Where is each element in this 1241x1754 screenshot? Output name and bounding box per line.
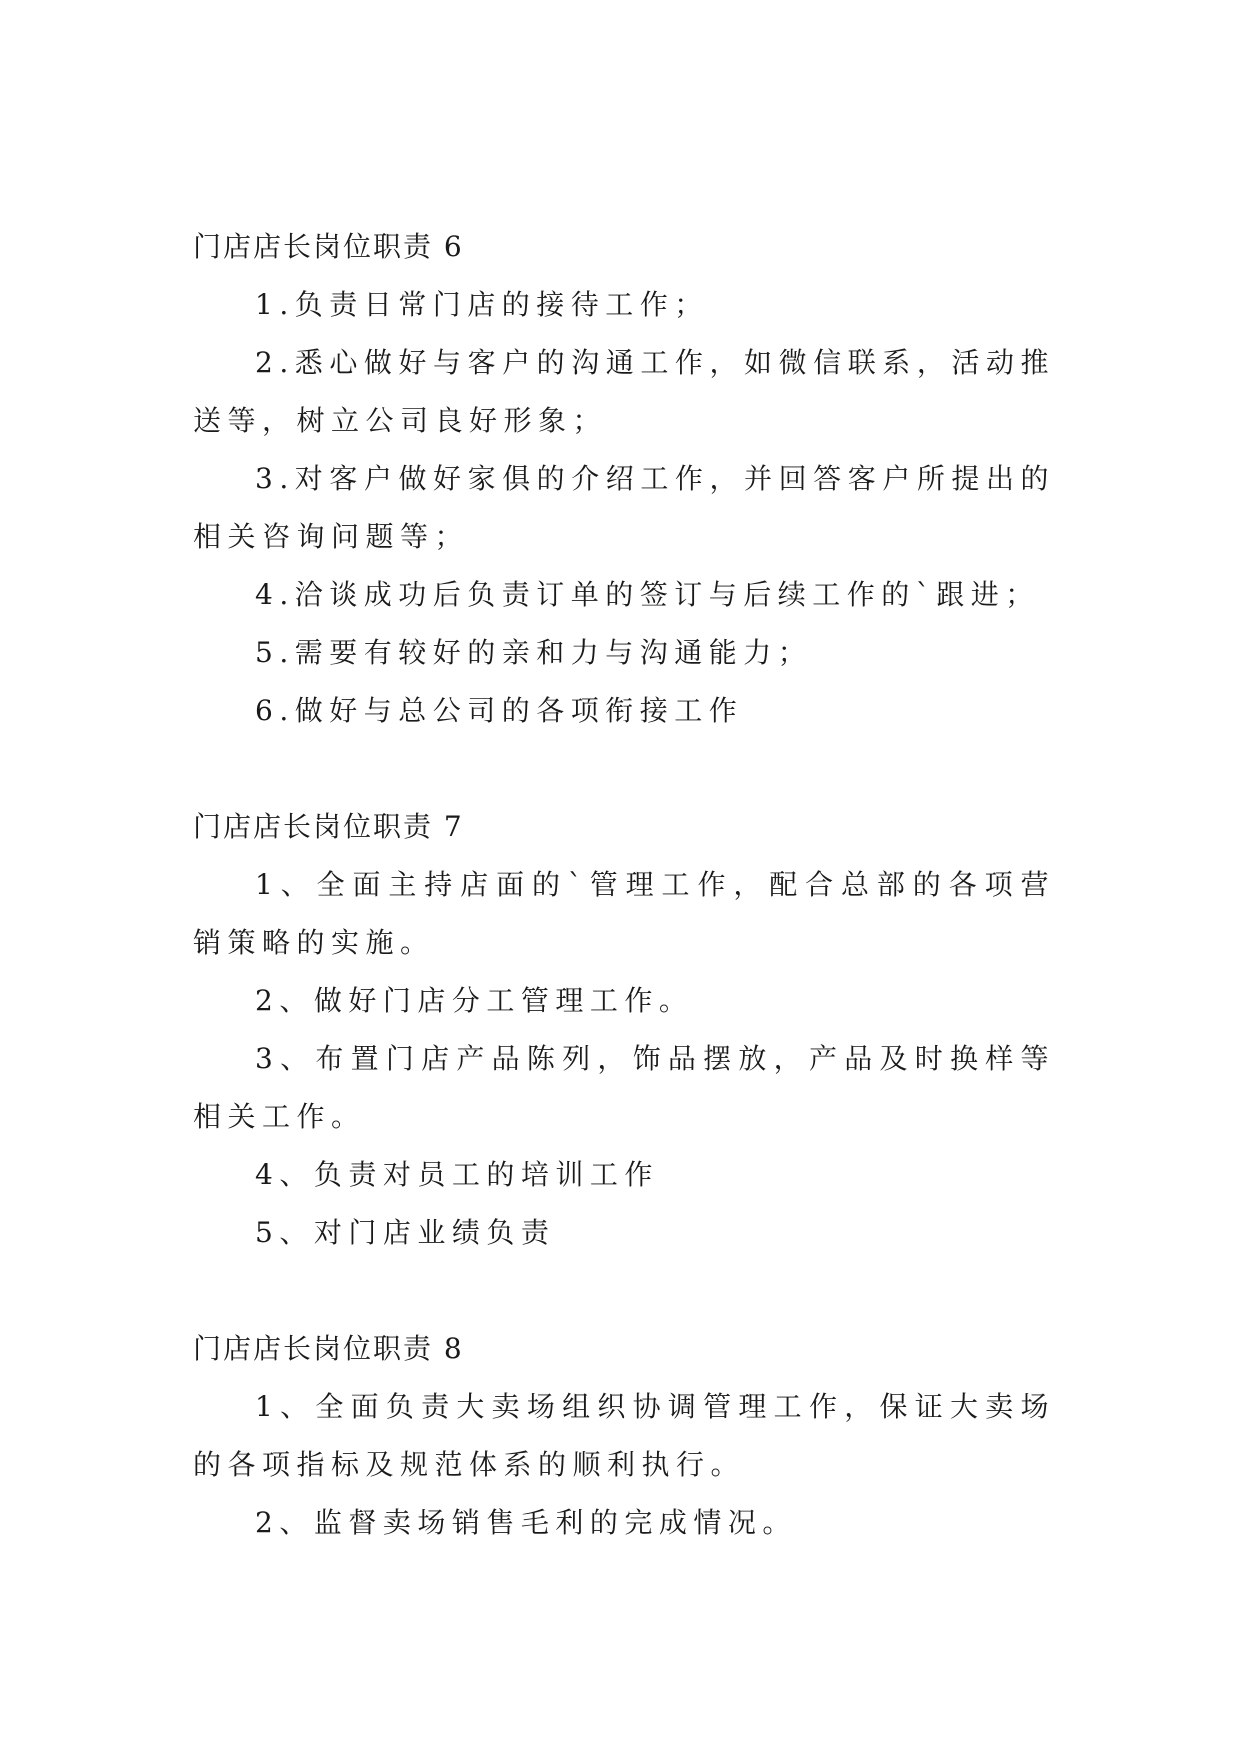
document-page: [193, 218, 1055, 1552]
list-item: 1、全面负责大卖场组织协调管理工作，保证大卖场的各项指标及规范体系的顺利执行。: [193, 1390, 1055, 1481]
list-item: 3.对客户做好家俱的介绍工作，并回答客户所提出的相关咨询问题等；: [193, 462, 1055, 553]
list-item: 2、做好门店分工管理工作。: [255, 984, 694, 1017]
list-item: 1.负责日常门店的接待工作；: [255, 288, 709, 321]
section-title: 门店店长岗位职责 8: [193, 1332, 464, 1365]
section-6: [193, 218, 1055, 740]
list-item: 1、全面主持店面的`管理工作，配合总部的各项营销策略的实施。: [193, 868, 1055, 959]
list-item: 5、对门店业绩负责: [255, 1216, 556, 1249]
section-title: 门店店长岗位职责 7: [193, 810, 464, 843]
list-item: 2、监督卖场销售毛利的完成情况。: [255, 1506, 797, 1539]
list-item: 4、负责对员工的培训工作: [255, 1158, 659, 1191]
section-title: 门店店长岗位职责 6: [193, 230, 464, 263]
section-spacer: [193, 740, 1055, 798]
section-7: [193, 798, 1055, 1262]
list-item: 4.洽谈成功后负责订单的签订与后续工作的`跟进；: [255, 578, 1040, 611]
section-spacer: [193, 1262, 1055, 1320]
list-item: 3、布置门店产品陈列，饰品摆放，产品及时换样等相关工作。: [193, 1042, 1055, 1133]
section-8: [193, 1320, 1055, 1552]
list-item: 6.做好与总公司的各项衔接工作: [255, 694, 744, 727]
list-item: 2.悉心做好与客户的沟通工作，如微信联系，活动推送等，树立公司良好形象；: [193, 346, 1055, 437]
list-item: 5.需要有较好的亲和力与沟通能力；: [255, 636, 813, 669]
